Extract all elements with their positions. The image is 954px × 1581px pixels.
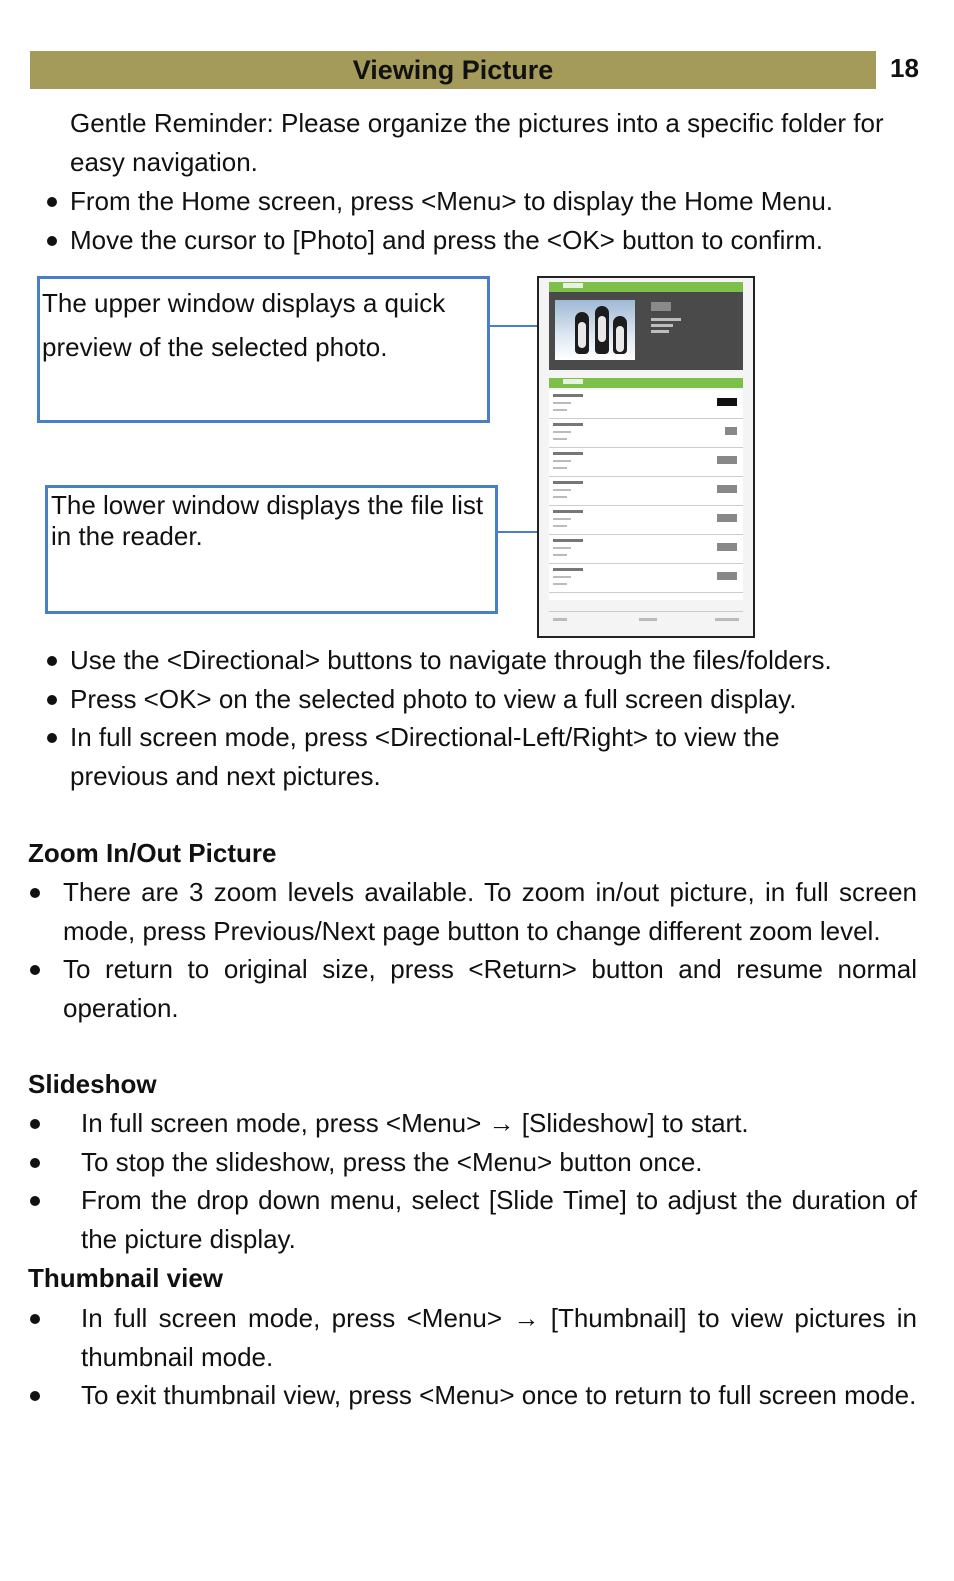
list-item: To stop the slideshow, press the <Menu> button once. [81,1143,917,1182]
penguin-photo-thumbnail [555,300,635,360]
intro-bullet-list [70,182,930,259]
table-row [549,535,743,564]
bullet-icon [47,236,57,246]
bullet-icon [30,1391,40,1401]
list-item: In full screen mode, press <Menu> → [Thumbnail] to view pictures in thumbnail mode. [81,1299,917,1376]
device-status-bar [549,611,743,630]
table-row [549,419,743,448]
zoom-heading: Zoom In/Out Picture [28,838,277,868]
navigation-bullet-list [70,641,945,795]
list-item: To exit thumbnail view, press <Menu> once to return to full screen mode. [81,1376,917,1415]
section-title: Viewing Picture [352,54,554,85]
bullet-icon [30,888,40,898]
list-item: To return to original size, press <Return> button and resume normal operation. [63,950,917,1027]
bullet-icon [47,656,57,666]
list-item: Use the <Directional> buttons to navigate through the files/folders. [70,641,945,680]
table-row [549,390,743,419]
upper-window-callout: The upper window displays a quick preview of the selected photo. [37,276,490,423]
bullet-icon [47,733,57,743]
list-item: From the drop down menu, select [Slide Time] to adjust the duration of the picture display. [81,1181,917,1258]
upper-callout-connector [490,325,542,327]
thumbnail-heading: Thumbnail view [28,1263,224,1293]
table-row [549,448,743,477]
bullet-icon [30,965,40,975]
section-header-bar [30,51,876,89]
thumbnail-bullet-list [81,1299,917,1415]
list-item: In full screen mode, press <Menu> → [Slideshow] to start. [81,1104,917,1143]
list-item: From the Home screen, press <Menu> to display the Home Menu. [70,182,930,221]
bullet-icon [47,695,57,705]
page-number: 18 [890,53,919,83]
table-row [549,506,743,535]
list-item: Press <OK> on the selected photo to view a full screen display. [70,680,945,719]
bullet-icon [47,197,57,207]
file-type-badge [651,302,671,311]
list-item: There are 3 zoom levels available. To zoom in/out picture, in full screen mode, press Previous/Next page button to change different zoom level. [63,873,917,950]
slideshow-heading: Slideshow [28,1069,157,1099]
zoom-bullet-list [63,873,917,1027]
preview-window [549,292,743,370]
bullet-icon [30,1314,40,1324]
lower-window-callout: The lower window displays the file list in the reader. [45,485,498,614]
file-list-window [549,390,743,600]
reader-screen-image [537,276,755,638]
preview-title-bar [549,282,743,292]
gentle-reminder: Gentle Reminder: Please organize the pictures into a specific folder for easy navigation. [70,108,884,177]
slideshow-bullet-list [81,1104,917,1258]
file-list-title-bar [549,378,743,388]
bullet-icon [30,1196,40,1206]
bullet-icon [30,1158,40,1168]
table-row [549,564,743,593]
bullet-icon [30,1119,40,1129]
table-row [549,477,743,506]
list-item: Move the cursor to [Photo] and press the <OK> button to confirm. [70,221,930,260]
list-item: In full screen mode, press <Directional-Left/Right> to view the previous and next pictures. [70,718,870,795]
